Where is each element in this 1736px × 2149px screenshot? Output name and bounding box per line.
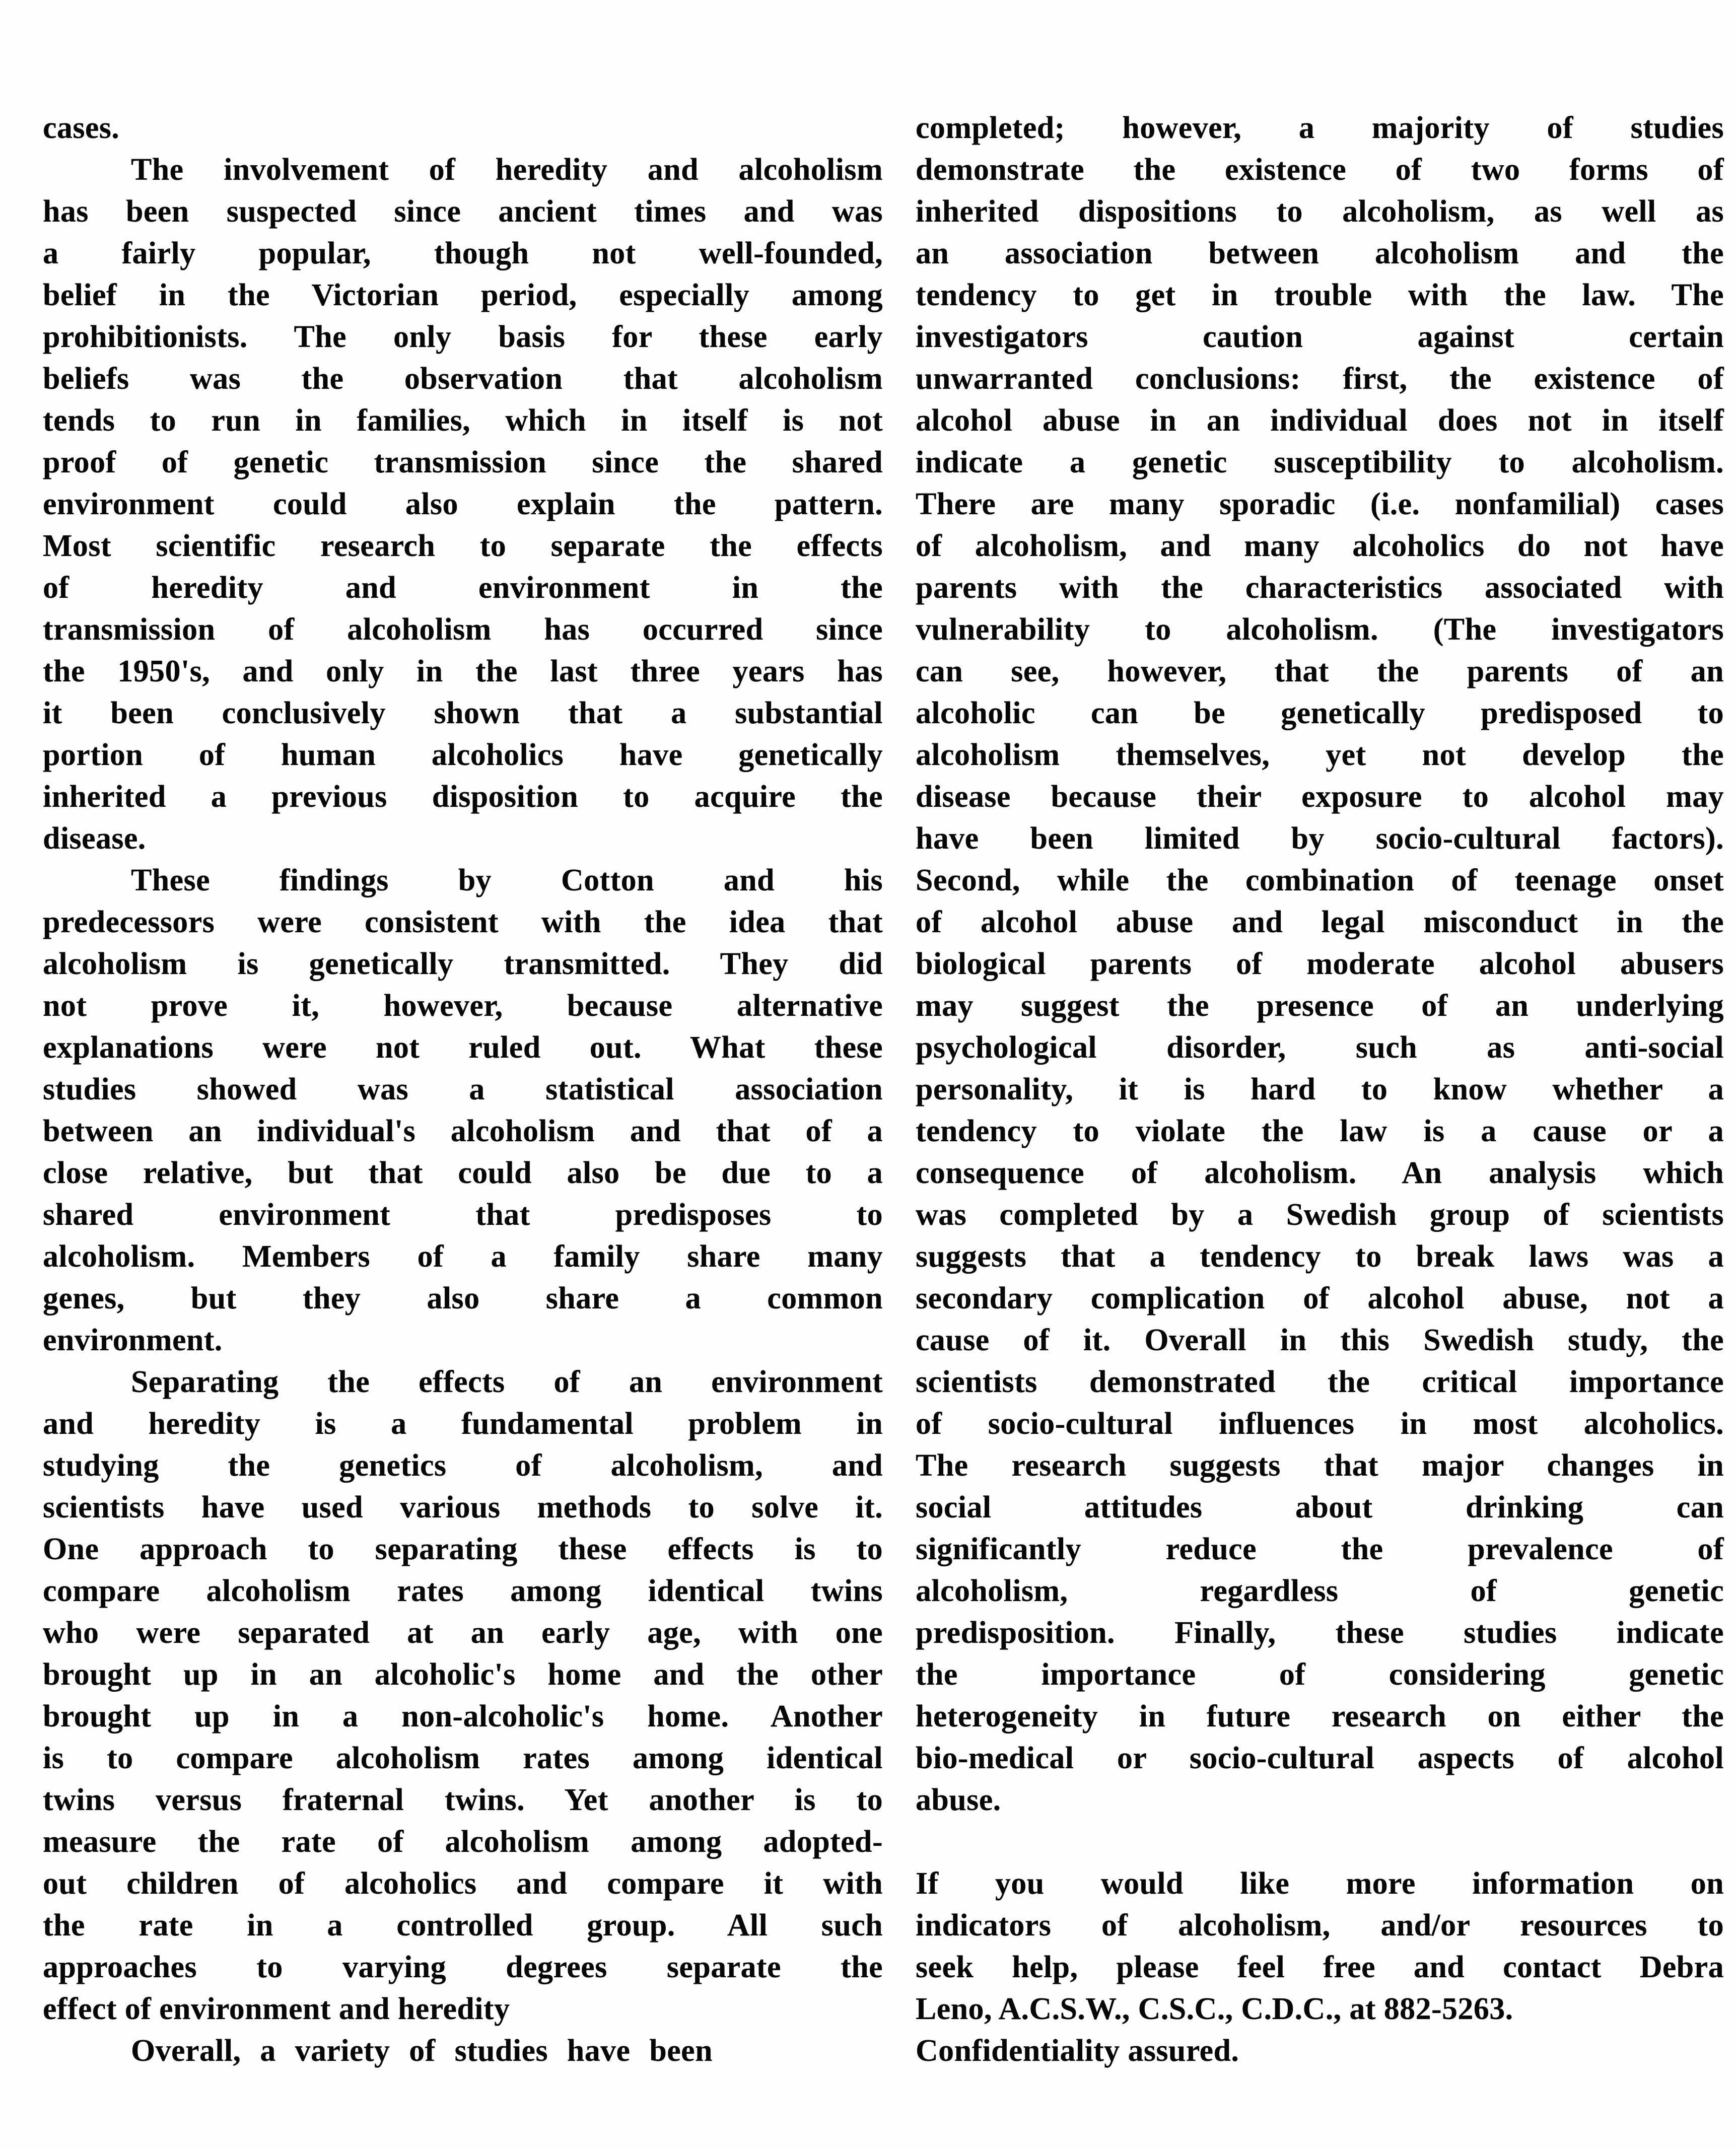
text-line: If you would like more information on [916, 1866, 1724, 1901]
text-line: indicators of alcoholism, and/or resources to [916, 1908, 1724, 1943]
text-line: is to compare alcoholism rates among identical [43, 1741, 883, 1775]
text-line: Overall, a variety of studies have been [131, 2034, 713, 2068]
text-line: completed; however, a majority of studies [916, 111, 1724, 145]
text-line: seek help, please feel free and contact Debra [916, 1950, 1724, 1984]
text-line: alcoholism, regardless of genetic [916, 1574, 1724, 1608]
text-line: who were separated at an early age, with one [43, 1616, 883, 1650]
text-line: alcoholism. Members of a family share many [43, 1239, 883, 1274]
text-line: twins versus fraternal twins. Yet another is to [43, 1783, 883, 1817]
text-line: heterogeneity in future research on either the [916, 1699, 1724, 1734]
text-line: studies showed was a statistical association [43, 1072, 883, 1106]
text-line: the 1950's, and only in the last three years has [43, 654, 883, 688]
text-line: There are many sporadic (i.e. nonfamilial) cases [916, 487, 1724, 521]
text-line: of alcoholism, and many alcoholics do not have [916, 529, 1724, 563]
paragraph [43, 860, 883, 1361]
text-line: Separating the effects of an environment [131, 1365, 883, 1399]
text-line: effect of environment and heredity [43, 1992, 510, 2026]
text-line: prohibitionists. The only basis for these early [43, 320, 883, 354]
text-line: out children of alcoholics and compare it with [43, 1866, 883, 1901]
text-line: studying the genetics of alcoholism, and [43, 1448, 883, 1483]
text-line: a fairly popular, though not well-founded, [43, 236, 883, 270]
left-column [43, 107, 883, 2072]
text-line: One approach to separating these effects is to [43, 1532, 883, 1566]
text-line: biological parents of moderate alcohol abusers [916, 947, 1724, 981]
text-line: vulnerability to alcoholism. (The investigators [916, 612, 1724, 647]
text-line: has been suspected since ancient times and was [43, 194, 883, 229]
paragraph [43, 107, 883, 149]
text-line: the rate in a controlled group. All such [43, 1908, 883, 1943]
text-line: secondary complication of alcohol abuse, not a [916, 1281, 1724, 1315]
text-line: predecessors were consistent with the idea that [43, 905, 883, 939]
text-line: brought up in a non-alcoholic's home. Another [43, 1699, 883, 1734]
text-line: tends to run in families, which in itself is not [43, 403, 883, 438]
text-line: abuse. [916, 1783, 1001, 1817]
text-line: parents with the characteristics associated with [916, 571, 1724, 605]
text-line: of socio-cultural influences in most alcoholics. [916, 1407, 1724, 1441]
text-line: of alcohol abuse and legal misconduct in the [916, 905, 1724, 939]
text-line: inherited dispositions to alcoholism, as well as [916, 194, 1724, 229]
text-line: indicate a genetic susceptibility to alcoholism. [916, 445, 1724, 479]
text-line: approaches to varying degrees separate the [43, 1950, 883, 1984]
text-line: compare alcoholism rates among identical twins [43, 1574, 883, 1608]
text-line: between an individual's alcoholism and that of a [43, 1114, 883, 1148]
text-line: alcoholism is genetically transmitted. They did [43, 947, 883, 981]
text-line: environment could also explain the pattern. [43, 487, 883, 521]
text-line: inherited a previous disposition to acquire the [43, 780, 883, 814]
text-line: scientists demonstrated the critical importance [916, 1365, 1724, 1399]
text-line: proof of genetic transmission since the shared [43, 445, 883, 479]
text-line: disease. [43, 821, 146, 856]
text-line: Most scientific research to separate the effects [43, 529, 883, 563]
paragraph [43, 2030, 883, 2072]
paragraph [916, 107, 1724, 1821]
text-line: demonstrate the existence of two forms of [916, 153, 1724, 187]
text-line: transmission of alcoholism has occurred since [43, 612, 883, 647]
text-line: These findings by Cotton and his [131, 863, 883, 897]
text-line: was completed by a Swedish group of scientists [916, 1198, 1724, 1232]
text-line: can see, however, that the parents of an [916, 654, 1724, 688]
text-line: brought up in an alcoholic's home and the other [43, 1657, 883, 1692]
text-line: genes, but they also share a common [43, 1281, 883, 1315]
text-line: disease because their exposure to alcohol may [916, 780, 1724, 814]
text-line: it been conclusively shown that a substantial [43, 696, 883, 730]
text-line: have been limited by socio-cultural factors). [916, 821, 1724, 856]
text-line: close relative, but that could also be due to a [43, 1156, 883, 1190]
paragraph [43, 1361, 883, 2030]
text-line: portion of human alcoholics have genetically [43, 738, 883, 772]
text-line: alcoholic can be genetically predisposed to [916, 696, 1724, 730]
text-line: The research suggests that major changes in [916, 1448, 1724, 1483]
text-line: not prove it, however, because alternative [43, 989, 883, 1023]
text-line: Leno, A.C.S.W., C.S.C., C.D.C., at 882-5263. [916, 1992, 1513, 2026]
text-line: The involvement of heredity and alcoholism [131, 153, 883, 187]
paragraph [916, 1863, 1724, 2072]
text-line: and heredity is a fundamental problem in [43, 1407, 883, 1441]
right-column [916, 107, 1724, 2072]
text-line: investigators caution against certain [916, 320, 1724, 354]
text-line: measure the rate of alcoholism among adopted- [43, 1825, 883, 1859]
text-line: consequence of alcoholism. An analysis which [916, 1156, 1724, 1190]
text-line: personality, it is hard to know whether a [916, 1072, 1724, 1106]
text-line: an association between alcoholism and the [916, 236, 1724, 270]
text-line: cases. [43, 111, 120, 145]
text-line: may suggest the presence of an underlying [916, 989, 1724, 1023]
paragraph [43, 149, 883, 860]
text-line: alcohol abuse in an individual does not in itself [916, 403, 1724, 438]
text-line: significantly reduce the prevalence of [916, 1532, 1724, 1566]
text-line: bio-medical or socio-cultural aspects of alcohol [916, 1741, 1724, 1775]
text-line: tendency to violate the law is a cause or a [916, 1114, 1724, 1148]
text-line: psychological disorder, such as anti-social [916, 1030, 1724, 1065]
text-line: Second, while the combination of teenage onset [916, 863, 1724, 897]
text-line: belief in the Victorian period, especially among [43, 278, 883, 312]
text-line: social attitudes about drinking can [916, 1490, 1724, 1524]
text-line: shared environment that predisposes to [43, 1198, 883, 1232]
text-line: of heredity and environment in the [43, 571, 883, 605]
text-line: Confidentiality assured. [916, 2034, 1239, 2068]
text-line: environment. [43, 1323, 223, 1357]
text-line: alcoholism themselves, yet not develop the [916, 738, 1724, 772]
text-line: tendency to get in trouble with the law. The [916, 278, 1724, 312]
text-line: suggests that a tendency to break laws was a [916, 1239, 1724, 1274]
text-line: cause of it. Overall in this Swedish study, the [916, 1323, 1724, 1357]
text-line: explanations were not ruled out. What these [43, 1030, 883, 1065]
text-line: the importance of considering genetic [916, 1657, 1724, 1692]
text-line: beliefs was the observation that alcoholism [43, 362, 883, 396]
text-line: scientists have used various methods to solve it. [43, 1490, 883, 1524]
text-line: predisposition. Finally, these studies indicate [916, 1616, 1724, 1650]
text-line: unwarranted conclusions: first, the existence of [916, 362, 1724, 396]
